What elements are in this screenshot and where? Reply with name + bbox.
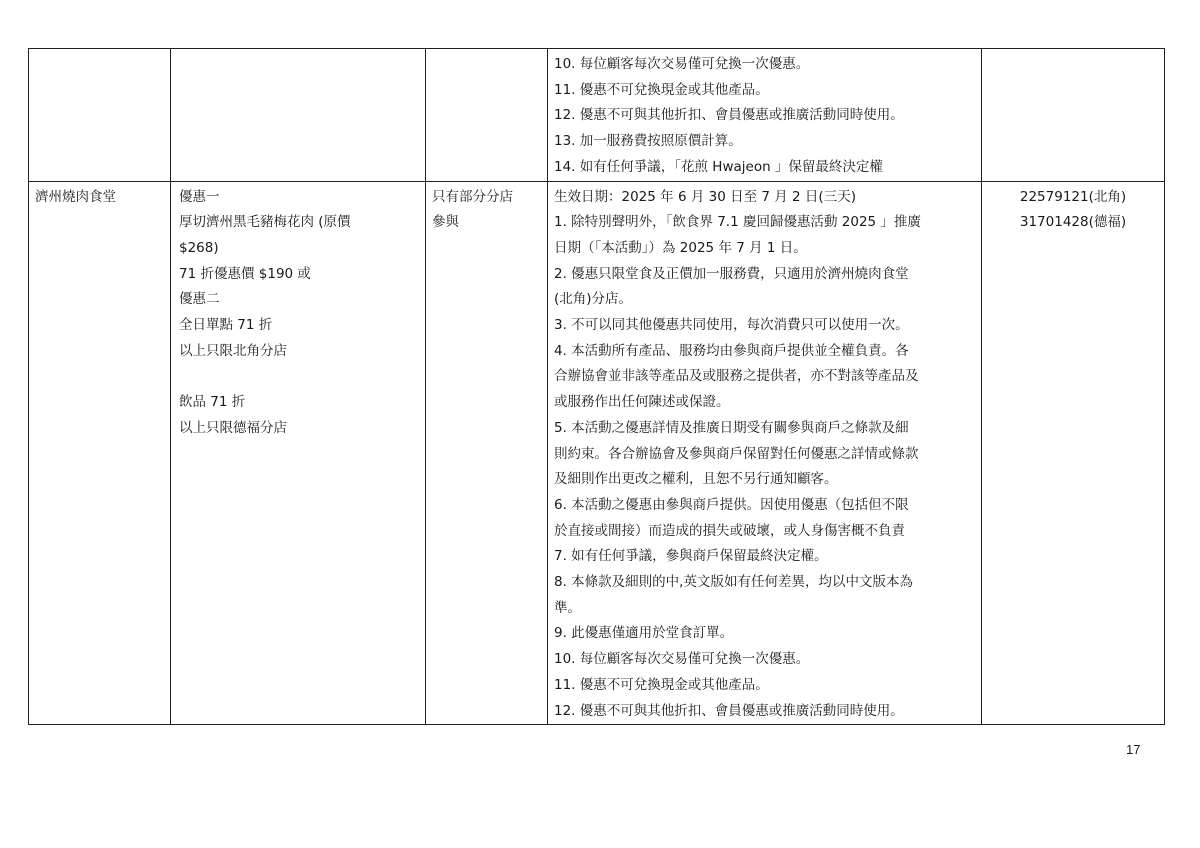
term-line: 10. 每位顧客每次交易僅可兌換一次優惠。	[554, 651, 810, 668]
offer-line: $268)	[179, 239, 219, 256]
offer-line: 全日單點 71 折	[179, 317, 273, 334]
branch-line: 只有部分分店	[432, 188, 513, 205]
offer-cell	[171, 49, 426, 182]
term-line: 合辦協會並非該等產品及或服務之提供者，亦不對該等產品及	[554, 368, 919, 385]
branch-line: 參與	[432, 214, 459, 231]
term-line: 13. 加一服務費按照原價計算。	[554, 133, 742, 150]
offer-cell	[171, 181, 426, 725]
phone-cell	[982, 49, 1165, 182]
table-row	[29, 181, 1165, 725]
offer-line: 優惠一	[179, 188, 220, 205]
term-line: 12. 優惠不可與其他折扣、會員優惠或推廣活動同時使用。	[554, 107, 904, 124]
term-line: 11. 優惠不可兌換現金或其他產品。	[554, 676, 769, 693]
term-line: 6. 本活動之優惠由參與商戶提供。因使用優惠（包括但不限	[554, 496, 909, 513]
term-line: 10. 每位顧客每次交易僅可兌換一次優惠。	[554, 56, 810, 72]
page-number: 17	[1126, 742, 1141, 757]
terms-cell	[548, 181, 982, 725]
term-line: 於直接或間接）而造成的損失或破壞，或人身傷害概不負責	[554, 522, 905, 539]
terms-cell	[548, 49, 982, 182]
term-line: 準。	[554, 599, 581, 616]
merchant-cell	[29, 181, 171, 725]
term-line: 12. 優惠不可與其他折扣、會員優惠或推廣活動同時使用。	[554, 702, 904, 719]
term-line: 9. 此優惠僅適用於堂食訂單。	[554, 625, 734, 642]
term-line: 及細則作出更改之權利，且恕不另行通知顧客。	[554, 471, 838, 488]
offer-line: 以上只限北角分店	[179, 342, 287, 359]
offer-line-blank	[179, 364, 419, 390]
term-line: 14. 如有任何爭議，「花煎 Hwajeon 」保留最終決定權	[554, 158, 883, 175]
offer-line: 71 折優惠價 $190 或	[179, 265, 311, 282]
term-line: 11. 優惠不可兌換現金或其他產品。	[554, 81, 769, 98]
offer-line: 以上只限德福分店	[179, 419, 287, 436]
term-line: 2. 優惠只限堂食及正價加一服務費，只適用於濟州燒肉食堂	[554, 265, 909, 282]
offer-line: 厚切濟州黑毛豬梅花肉 (原價	[179, 214, 351, 231]
promotion-table	[28, 48, 1165, 725]
term-line: 7. 如有任何爭議，參與商戶保留最終決定權。	[554, 548, 828, 565]
branch-cell	[426, 181, 548, 725]
term-line: 3. 不可以同其他優惠共同使用，每次消費只可以使用一次。	[554, 317, 909, 334]
merchant-name: 濟州燒肉食堂	[35, 188, 116, 205]
offer-line: 優惠二	[179, 291, 220, 308]
term-line: 日期（「本活動」）為 2025 年 7 月 1 日。	[554, 239, 807, 256]
term-line: 5. 本活動之優惠詳情及推廣日期受有關參與商戶之條款及細	[554, 419, 909, 436]
term-line: 1. 除特別聲明外，「飲食界 7.1 慶回歸優惠活動 2025 」推廣	[554, 214, 921, 231]
phone-number: 22579121(北角)	[1019, 188, 1127, 205]
term-line: 則約束。各合辦協會及參與商戶保留對任何優惠之詳情或條款	[554, 445, 919, 462]
table-row	[29, 49, 1165, 182]
term-line: 或服務作出任何陳述或保證。	[554, 394, 730, 411]
term-line: 4. 本活動所有產品、服務均由參與商戶提供並全權負責。各	[554, 342, 909, 359]
term-line: 生效日期：2025 年 6 月 30 日至 7 月 2 日(三天)	[554, 188, 856, 205]
branch-cell	[426, 49, 548, 182]
merchant-cell	[29, 49, 171, 182]
phone-cell	[982, 181, 1165, 725]
term-line: (北角)分店。	[554, 291, 633, 308]
term-line: 8. 本條款及細則的中,英文版如有任何差異，均以中文版本為	[554, 574, 913, 591]
phone-number: 31701428(德福)	[1019, 214, 1127, 231]
offer-line: 飲品 71 折	[179, 394, 246, 411]
